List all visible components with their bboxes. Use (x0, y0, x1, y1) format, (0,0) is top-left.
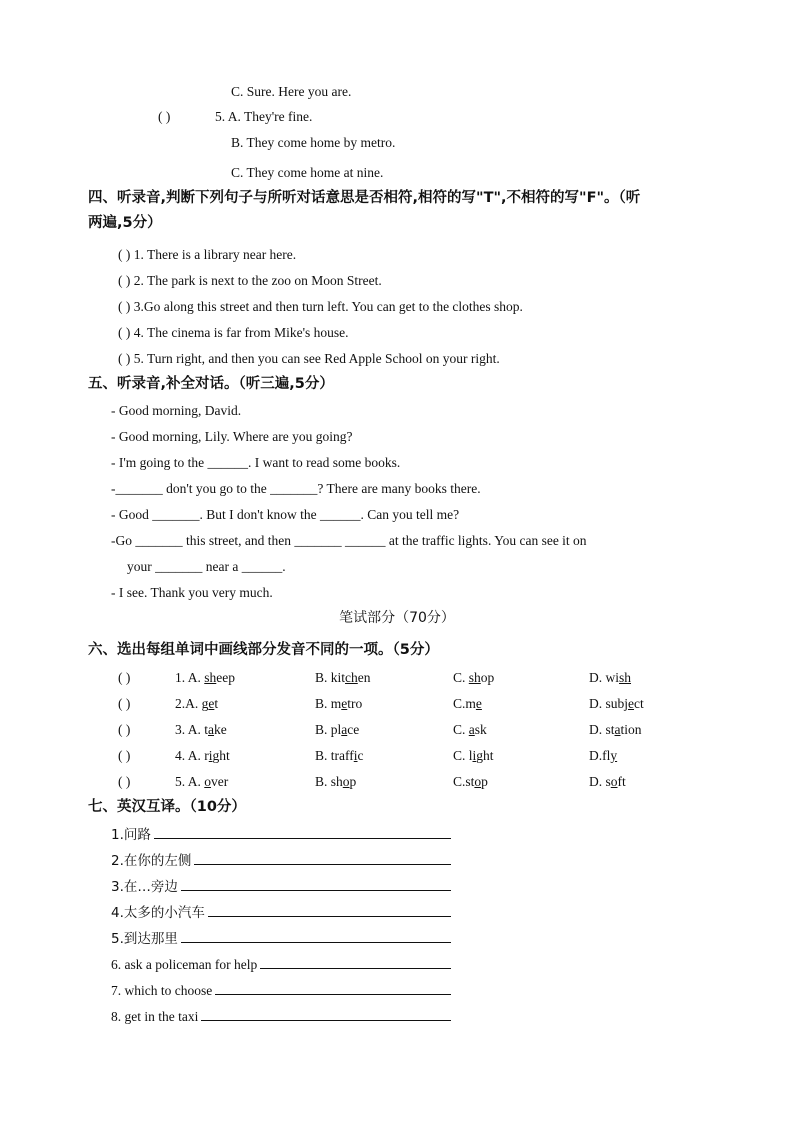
underlined-letters: e (628, 696, 635, 711)
word-option-c: C.me (453, 696, 482, 711)
word-option-b: B. metro (315, 696, 363, 711)
section-7-heading: 七、英汉互译。（10分） (88, 799, 246, 815)
underlined-letters: o (474, 774, 482, 789)
dialogue-line: - Good morning, David. (111, 403, 242, 418)
q5-option-c: C. They come home at nine. (231, 165, 384, 180)
dialogue-line: - Good morning, Lily. Where are you going? (111, 429, 353, 444)
word-option-c: C. ask (453, 722, 487, 737)
dialogue-line: -Go _______ this street, and then _______ ______ at the traffic lights. You can see it on (111, 533, 587, 548)
word-option-b: B. traffic (315, 748, 364, 763)
translation-item: 2.在你的左侧 (111, 850, 451, 870)
sec4-item: ( ) 4. The cinema is far from Mike's house. (118, 325, 349, 340)
answer-blank[interactable] (154, 824, 451, 839)
underlined-letters: a (208, 722, 215, 737)
underlined-letters: a (614, 722, 621, 737)
dialogue-line: - I'm going to the ______. I want to read some books. (111, 455, 401, 470)
underlined-letters: o (342, 774, 350, 789)
translation-item: 6. ask a policeman for help (111, 954, 451, 974)
word-option-b: B. shop (315, 774, 357, 789)
q5-option-a: 5. A. They're fine. (215, 109, 313, 124)
underlined-letters: e (341, 696, 348, 711)
underlined-letters: o (204, 774, 212, 789)
answer-paren: ( ) (118, 748, 131, 763)
underlined-letters: i (472, 748, 477, 763)
answer-blank[interactable] (215, 980, 451, 995)
word-option-d: D. soft (589, 774, 626, 789)
word-option-d: D. wish (589, 670, 632, 685)
word-option-a: 1. A. sheep (175, 670, 236, 685)
q5-option-b: B. They come home by metro. (231, 135, 396, 150)
word-option-d: D. station (589, 722, 642, 737)
section-6-heading: 六、选出每组单词中画线部分发音不同的一项。（5分） (88, 642, 439, 658)
written-part-title: 笔试部分（70分） (339, 610, 455, 626)
q5-paren: ( ) (158, 109, 171, 124)
translation-item: 3.在…旁边 (111, 876, 451, 896)
answer-blank[interactable] (201, 1006, 451, 1021)
answer-paren: ( ) (118, 670, 131, 685)
word-option-a: 2.A. get (175, 696, 219, 711)
sec4-item: ( ) 2. The park is next to the zoo on Moon Street. (118, 273, 382, 288)
word-option-d: D.fly (589, 748, 618, 763)
section-5-heading: 五、听录音,补全对话。（听三遍,5分） (88, 376, 334, 392)
word-option-a: 3. A. take (175, 722, 227, 737)
word-option-c: C.stop (453, 774, 488, 789)
underlined-letters: sh (204, 670, 217, 685)
word-option-c: C. shop (453, 670, 495, 685)
word-option-a: 5. A. over (175, 774, 229, 789)
translation-item: 7. which to choose (111, 980, 451, 1000)
option-c-line: C. Sure. Here you are. (231, 84, 352, 99)
underlined-letters: sh (619, 670, 632, 685)
sec4-item: ( ) 3.Go along this street and then turn left. You can get to the clothes shop. (118, 299, 523, 314)
word-option-d: D. subject (589, 696, 644, 711)
word-option-b: B. place (315, 722, 360, 737)
answer-blank[interactable] (208, 902, 451, 917)
answer-paren: ( ) (118, 696, 131, 711)
sec4-item: ( ) 1. There is a library near here. (118, 247, 297, 262)
word-option-b: B. kitchen (315, 670, 371, 685)
underlined-letters: sh (468, 670, 481, 685)
word-option-a: 4. A. right (175, 748, 230, 763)
underlined-letters: i (353, 748, 358, 763)
underlined-letters: e (475, 696, 482, 711)
dialogue-line: -_______ don't you go to the _______? There are many books there. (111, 481, 481, 496)
section-4-heading-cont: 两遍,5分） (88, 215, 162, 231)
underlined-letters: ch (345, 670, 358, 685)
underlined-letters: a (341, 722, 348, 737)
underlined-letters: a (468, 722, 475, 737)
answer-blank[interactable] (260, 954, 451, 969)
dialogue-line: - Good _______. But I don't know the ______. Can you tell me? (111, 507, 460, 522)
answer-paren: ( ) (118, 722, 131, 737)
answer-blank[interactable] (181, 928, 451, 943)
translation-item: 4.太多的小汽车 (111, 902, 451, 922)
underlined-letters: e (208, 696, 215, 711)
translation-item: 5.到达那里 (111, 928, 451, 948)
section-4-heading: 四、听录音,判断下列句子与所听对话意思是否相符,相符的写"T",不相符的写"F"。（听 (88, 190, 641, 206)
underlined-letters: o (610, 774, 618, 789)
answer-paren: ( ) (118, 774, 131, 789)
answer-blank[interactable] (181, 876, 451, 891)
answer-blank[interactable] (194, 850, 451, 865)
dialogue-line: - I see. Thank you very much. (111, 585, 273, 600)
sec4-item: ( ) 5. Turn right, and then you can see Red Apple School on your right. (118, 351, 500, 366)
underlined-letters: y (610, 748, 618, 763)
dialogue-line: your _______ near a ______. (127, 559, 286, 574)
translation-item: 8. get in the taxi (111, 1006, 451, 1026)
word-option-c: C. light (453, 748, 494, 763)
translation-item: 1.问路 (111, 824, 451, 844)
underlined-letters: i (208, 748, 213, 763)
